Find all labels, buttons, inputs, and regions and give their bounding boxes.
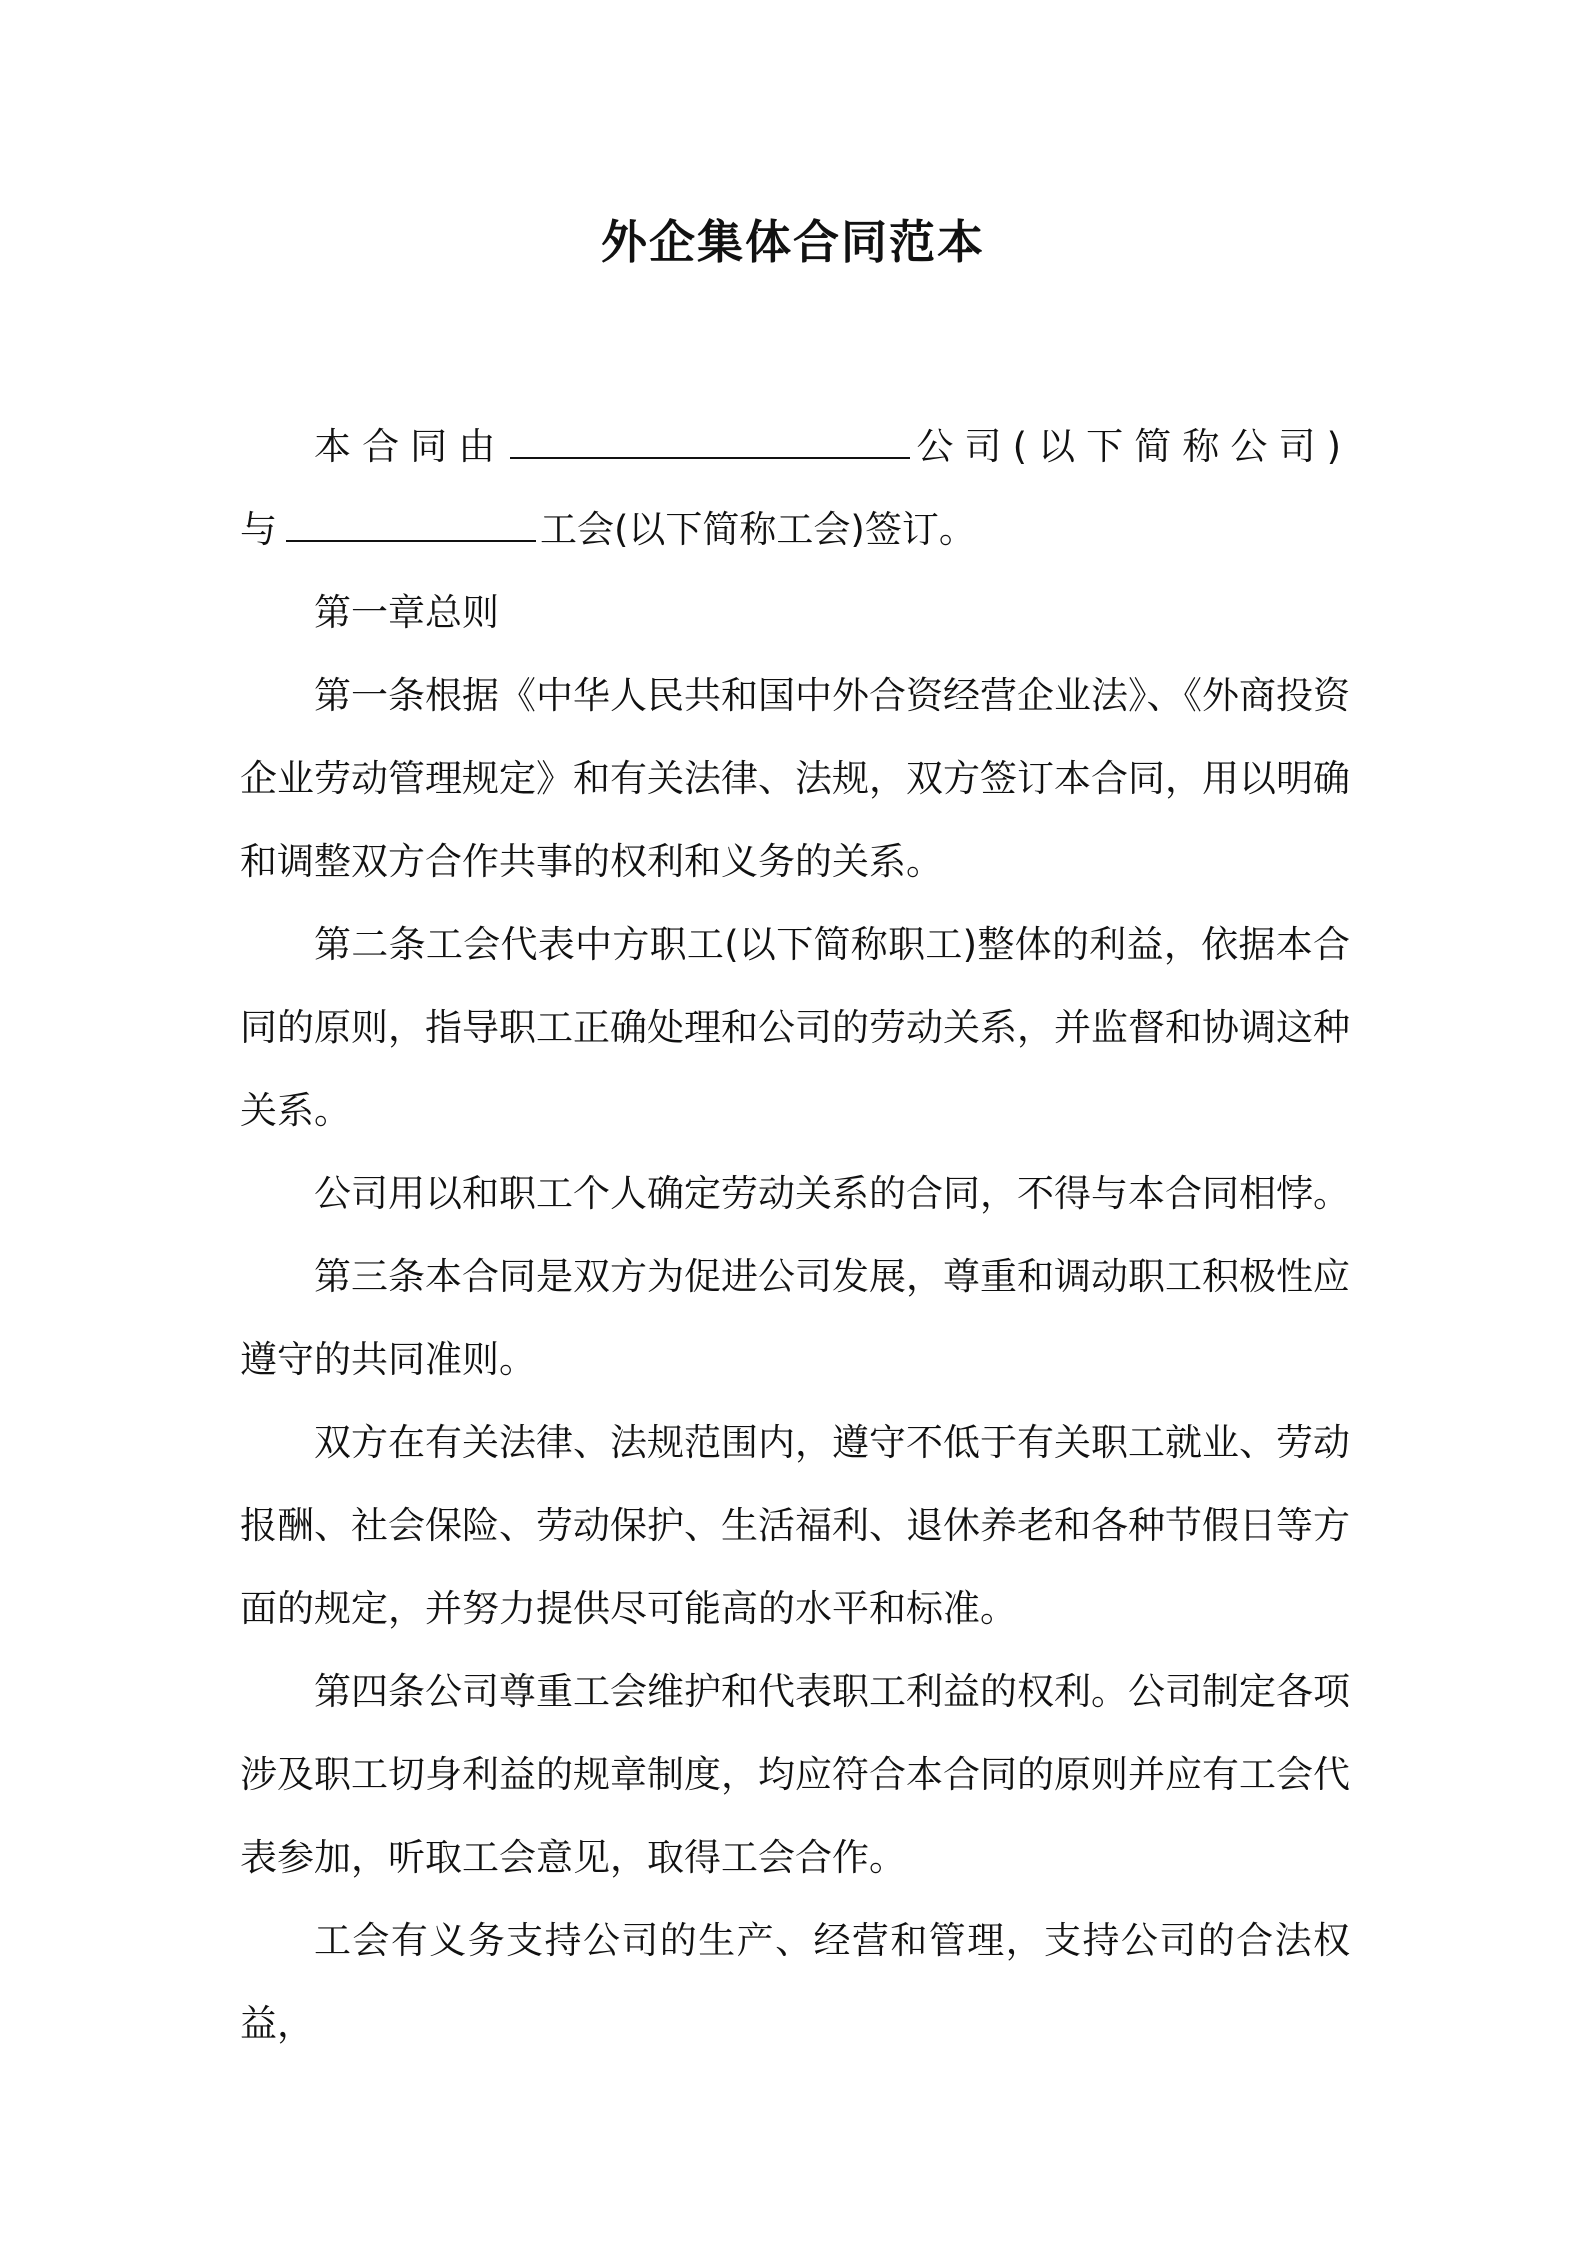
article-4-detail: 工会有义务支持公司的生产、经营和管理，支持公司的合法权益， [240,1919,1350,2045]
document-title: 外企集体合同范本 [601,215,985,269]
union-name-blank [286,506,536,542]
intro-suffix: 工会(以下简称工会)签订。 [540,508,976,551]
article-3-detail: 双方在有关法律、法规范围内，遵守不低于有关职工就业、劳动报酬、社会保险、劳动保护、生活福利、退休养老和各种节假日等方面的规定，并努力提供尽可能高的水平和标准。 [240,1421,1350,1630]
intro-prefix: 本合同由 [314,425,507,468]
article-2-note: 公司用以和职工个人确定劳动关系的合同，不得与本合同相悖。 [314,1172,1350,1215]
article-4: 第四条公司尊重工会维护和代表职工利益的权利。公司制定各项涉及职工切身利益的规章制度，均应符合本合同的原则并应有工会代表参加，听取工会意见，取得工会合作。 [240,1670,1350,1879]
intro-paragraph [240,405,1350,571]
intro-middle: 公司(以下简称公司)与 [240,425,1351,551]
article-2: 第二条工会代表中方职工(以下简称职工)整体的利益，依据本合同的原则，指导职工正确处理和公司的劳动关系，并监督和协调这种关系。 [240,923,1350,1132]
company-name-blank [510,423,910,459]
article-3: 第三条本合同是双方为促进公司发展，尊重和调动职工积极性应遵守的共同准则。 [240,1255,1350,1381]
document-body [240,405,1350,2065]
article-1: 第一条根据《中华人民共和国中外合资经营企业法》、《外商投资企业劳动管理规定》和有关法律、法规，双方签订本合同，用以明确和调整双方合作共事的权利和义务的关系。 [240,674,1350,883]
chapter-heading: 第一章总则 [314,591,499,634]
